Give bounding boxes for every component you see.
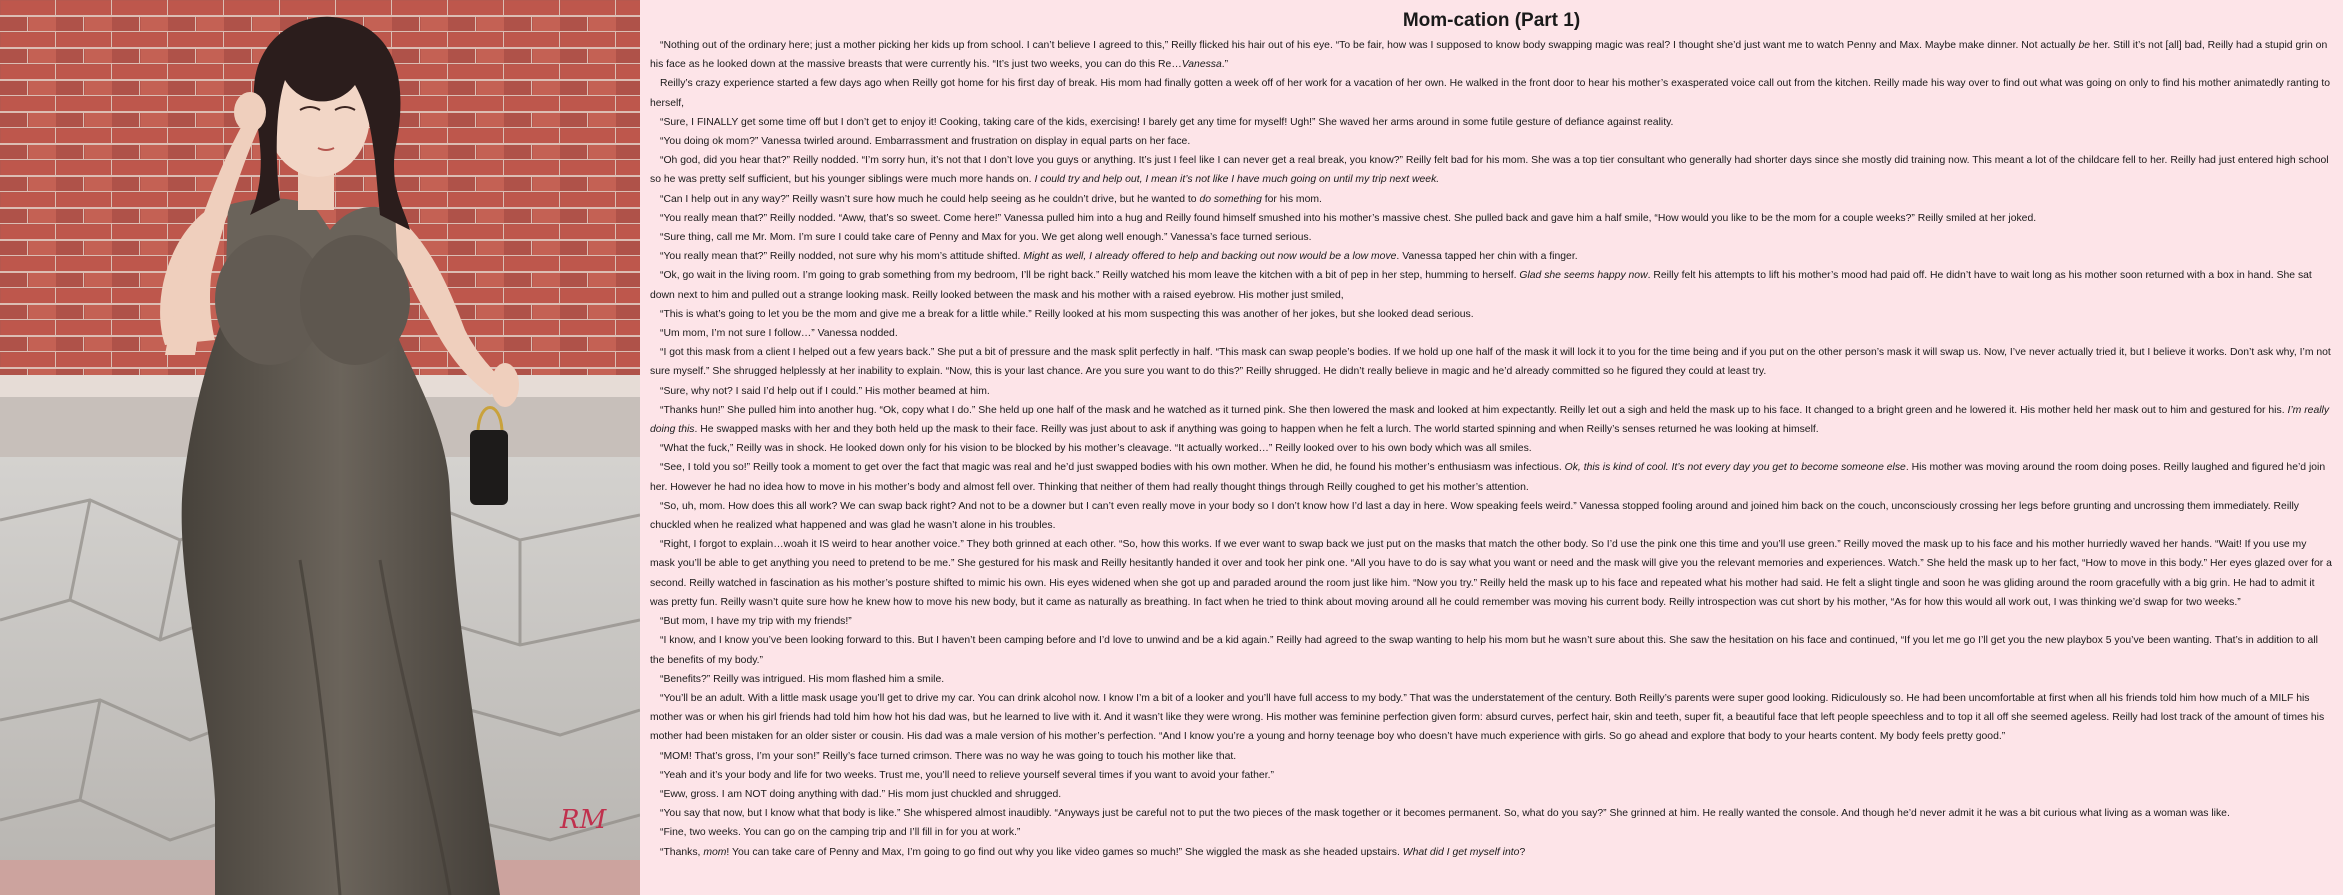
- text-run: . Reilly felt his attempts to lift his mother’s mood had paid off. He didn’t have to wait long as his mother soon returned with a box in hand. She sat down next to him and pulled out a strange looking mask. Reilly looked between the mask and his mother with a raised eyebrow. His mother just smiled,: [650, 270, 2312, 301]
- text-run: . Vanessa tapped her chin with a finger.: [1396, 251, 1578, 263]
- text-run: “Sure, why not? I said I’d help out if I could.” His mother beamed at him.: [660, 385, 990, 397]
- text-run: “MOM! That’s gross, I’m your son!” Reilly’s face turned crimson. There was no way he was going to touch his mother like that.: [660, 750, 1237, 762]
- story-paragraph: [650, 631, 2333, 669]
- story-paragraph: [650, 497, 2333, 535]
- story-paragraph: [650, 113, 2333, 132]
- artist-signature: [559, 805, 608, 835]
- svg-text:RM: RM: [560, 805, 607, 835]
- text-run: “See, I told you so!” Reilly took a moment to get over the fact that magic was real and he’d just swapped bodies with his own mother. When he did, he found his mother’s enthusiasm was infectious.: [660, 462, 1565, 474]
- text-run: “Can I help out in any way?” Reilly wasn’t sure how much he could help seeing as he couldn’t drive, but he wanted to: [660, 193, 1200, 205]
- text-run: . His mother was moving around the room doing poses. Reilly laughed and figured he’d join her. However he had no idea how to move in his mother’s body and almost fell over. Thinking that neither of them had really thought things through Reilly coughed to get his mother’s attention.: [650, 462, 2326, 493]
- text-run: . He swapped masks with her and they both held up the mask to their face. Reilly was just about to ask if anything was going to happen when he felt a lurch. The world started spinning and when Reilly’s senses returned he was looking at himself.: [694, 424, 1819, 436]
- text-run: “You’ll be an adult. With a little mask usage you’ll get to drive my car. You can drink alcohol now. I know I’m a bit of a looker and you’ll have full access to my body.” That was the understatement of the century. Both Reilly’s parents were super good looking. Ridiculously so. He had been uncomfortable at first when all his friends told him how much of a MILF his mother was or when his girl friends had told him how hot his dad was, but he learned to live with it. And it wasn’t like they were wrong. His mother was feminine perfection given form: absurd curves, perfect hair, skin and teeth, super fit, a beautiful face that left people speechless and to top it all off she seemed ageless. Reilly had lost track of the amount of times his mother had been mistaken for an older sister or cousin. His dad was a male version of his mother’s perfection. “And I know you’re a young and horny teenage boy who doesn’t have much experience with girls. So go ahead and explore that body to your hearts content. My body feels pretty good.”: [650, 692, 2325, 743]
- text-run: “You doing ok mom?” Vanessa twirled around. Embarrassment and frustration on display in equal parts on her face.: [660, 136, 1191, 148]
- text-run: “Sure thing, call me Mr. Mom. I’m sure I could take care of Penny and Max for you. We get along well enough.” Vanessa’s face turned serious.: [660, 232, 1312, 244]
- text-run: “Fine, two weeks. You can go on the camping trip and I’ll fill in for you at work.”: [660, 827, 1021, 839]
- text-run: ?: [1519, 846, 1526, 858]
- text-run: .”: [1221, 59, 1229, 71]
- text-run: her. Still it’s not [all] bad, Reilly had a stupid grin on his face as he looked down at the massive breasts that were currently his. “It’s just two weeks, you can do this Re…: [650, 40, 2328, 71]
- text-run: “You really mean that?” Reilly nodded. “Aww, that’s so sweet. Come here!” Vanessa pulled him into a hug and Reilly found himself smushed into his mother’s massive chest. She pulled back and gave him a half smile, “How would you like to be the mom for a couple weeks?” Reilly smiled at her joked.: [660, 212, 2037, 224]
- story-paragraph: [650, 247, 2333, 266]
- story-paragraph: [650, 324, 2333, 343]
- italic-text: Might as well, I already offered to help and backing out now would be a low move: [1023, 251, 1397, 263]
- text-run: “I got this mask from a client I helped out a few years back.” She put a bit of pressure and the mask split perfectly in half. “This mask can swap people’s bodies. If we hold up one half of the mask it will lock it to you for the time being and if you put on the other person’s mask it will swap us. Now, I’ve never actually tried it, but I believe it works. Don’t ask why, I’m not sure myself.” She shrugged helplessly at her inability to explain. “Now, this is your last chance. Are you sure you want to do this?” Reilly shrugged. He didn’t really believe in magic and he’d already committed so he figured they could at least try.: [650, 347, 2331, 378]
- story-paragraph: [650, 535, 2333, 612]
- text-run: “Right, I forgot to explain…woah it IS weird to hear another voice.” They both grinned at each other. “So, how this works. If we ever want to swap back we just put on the masks that match the other body. So I’d use the pink one this time and you’ll use green.” Reilly moved the mask up to his face and his mother hurriedly waved her hands. “Wait! If you use my mask you’ll be able to get anything you need to pretend to be me.” She gestured for his mask and Reilly hesitantly handed it over and took her pink one. “All you have to do is say what you want or need and the mask will give you the relevant memories and experiences. Watch.” She held the mask up to her fact, “How to move in this body.” Her eyes glazed over for a second. Reilly watched in fascination as his mother’s posture shifted to mimic his own. His eyes widened when she got up and paraded around the room just like him. “Now you try.” Reilly held the mask up to his face and repeated what his mother had said. He felt a slight tingle and soon he was gliding around the room gracefully with a big grin. He had to admit it was pretty fun. Reilly wasn’t quite sure how he knew how to move his new body, but it came as naturally as breathing. In fact when he tried to think about moving around all he could remember was moving his current body. Reilly introspection was cut short by his mother, “As for how this would all work out, I was thinking we’d swap for two weeks.”: [650, 539, 2332, 608]
- text-run: “You say that now, but I know what that body is like.” She whispered almost inaudibly. “Anyways just be careful not to put the two pieces of the mask together or it becomes permanent. So, what do you say?” She grinned at him. He really wanted the console. And though he’d never admit it he was a bit curious what living as a woman was like.: [660, 808, 2230, 820]
- italic-text: Ok, this is kind of cool. It’s not every day you get to become someone else: [1564, 462, 1906, 474]
- story-paragraph: [650, 228, 2333, 247]
- story-paragraph: [650, 132, 2333, 151]
- text-run: “This is what’s going to let you be the mom and give me a break for a little while.” Reilly looked at his mom suspecting this was another of her jokes, but she looked dead serious.: [660, 308, 1474, 320]
- story-paragraph: [650, 689, 2333, 747]
- story-paragraph: [650, 843, 2333, 862]
- illustration-svg: [0, 0, 640, 895]
- text-run: “But mom, I have my trip with my friends!”: [660, 616, 852, 628]
- italic-text: I’m really doing this: [650, 404, 2330, 436]
- story-paragraph: [650, 382, 2333, 401]
- text-run: “Yeah and it’s your body and life for two weeks. Trust me, you’ll need to relieve yourself several times if you want to avoid your father.”: [660, 769, 1274, 781]
- text-run: “Oh god, did you hear that?” Reilly nodded. “I’m sorry hun, it’s not that I don’t love you guys or anything. It’s just I feel like I can never get a real break, you know?” Reilly felt bad for his mom. She was a top tier consultant who generally had shorter days since she mostly did training now. This meant a lot of the childcare fell to her. Reilly had just entered high school so he was pretty self sufficient, but his younger siblings were much more hands on.: [650, 155, 2329, 186]
- story-paragraph: [650, 190, 2333, 209]
- italic-text: Vanessa: [1181, 59, 1222, 71]
- story-paragraph: [650, 766, 2333, 785]
- story-paragraph: [650, 670, 2333, 689]
- story-paragraph: [650, 74, 2333, 112]
- text-run: ! You can take care of Penny and Max, I’m going to go find out why you like video games so much!” She wiggled the mask as she headed upstairs.: [726, 846, 1403, 858]
- story-paragraph: [650, 305, 2333, 324]
- text-run: “Eww, gross. I am NOT doing anything with dad.” His mom just chuckled and shrugged.: [660, 788, 1062, 800]
- story-paragraph: [650, 458, 2333, 496]
- italic-text: Glad she seems happy now: [1519, 270, 1648, 282]
- italic-text: do something: [1199, 193, 1262, 205]
- text-run: “I know, and I know you’ve been looking forward to this. But I haven’t been camping before and I’d love to unwind and be a kid again.” Reilly had agreed to the swap wanting to help his mom but he wasn’t sure about this. She saw the hesitation on his face and continued, “If you let me go I’ll get you the new playbox 5 you’ve been wanting. That’s in addition to all the benefits of my body.”: [650, 635, 2318, 666]
- text-run: “What the fuck,” Reilly was in shock. He looked down only for his vision to be blocked by his mother’s cleavage. “It actually worked…” Reilly looked over to his own body which was all smiles.: [660, 443, 1532, 455]
- italic-text: mom: [703, 846, 727, 858]
- story-paragraph: [650, 785, 2333, 804]
- story-body: [650, 36, 2333, 862]
- story-paragraph: [650, 209, 2333, 228]
- italic-text: What did I get myself into: [1402, 846, 1520, 858]
- story-paragraph: [650, 401, 2333, 439]
- story-paragraph: [650, 266, 2333, 304]
- story-paragraph: [650, 151, 2333, 189]
- italic-text: be: [2078, 40, 2091, 51]
- text-run: “So, uh, mom. How does this all work? We can swap back right? And not to be a downer but I can’t even really move in your body so I don’t know how I’d last a day in here. Wow speaking feels weird.” Vanessa stopped fooling around and joined him back on the couch, unconsciously crossing her legs before grunting and uncrossing them immediately. Reilly chuckled when he realized what happened and was glad he wasn’t alone in his troubles.: [650, 500, 2299, 532]
- text-run: “Thanks hun!” She pulled him into another hug. “Ok, copy what I do.” She held up one half of the mask and he watched as it turned pink. She then lowered the mask and looked at him expectantly. Reilly let out a sigh and held the mask up to his face. It changed to a bright green and he lowered it. His mother held her mask out to him and gestured for his.: [660, 404, 2288, 416]
- story-paragraph: [650, 804, 2333, 823]
- text-run: “Ok, go wait in the living room. I’m going to grab something from my bedroom, I’ll be right back.” Reilly watched his mom leave the kitchen with a bit of pep in her step, humming to herself.: [660, 270, 1520, 282]
- text-run: “Nothing out of the ordinary here; just a mother picking her kids up from school. I can’t believe I agreed to this,” Reilly flicked his hair out of his eye. “To be fair, how was I supposed to know body swapping magic was real? I thought she’d just want me to watch Penny and Max. Maybe make dinner. Not actually: [660, 40, 2079, 51]
- text-run: “Thanks,: [660, 846, 704, 858]
- story-paragraph: [650, 823, 2333, 842]
- story-paragraph: [650, 747, 2333, 766]
- italic-text: I could try and help out, I mean it’s not like I have much going on until my trip next week.: [1034, 174, 1440, 186]
- story-paragraph: [650, 36, 2333, 74]
- text-run: “Um mom, I’m not sure I follow…” Vanessa nodded.: [660, 328, 898, 340]
- text-run: “Benefits?” Reilly was intrigued. His mom flashed him a smile.: [660, 673, 945, 685]
- story-panel: [640, 0, 2343, 895]
- story-title: Mom-cation (Part 1): [1402, 10, 1581, 31]
- text-run: “Sure, I FINALLY get some time off but I don’t get to enjoy it! Cooking, taking care of the kids, exercising! I barely get any time for myself! Ugh!” She waved her arms around in some futile gesture of defiance against reality.: [660, 116, 1674, 128]
- story-paragraph: [650, 343, 2333, 381]
- story-paragraph: [650, 439, 2333, 458]
- story-paragraph: [650, 612, 2333, 631]
- text-run: for his mom.: [1261, 193, 1322, 205]
- text-run: “You really mean that?” Reilly nodded, not sure why his mom’s attitude shifted.: [660, 251, 1024, 263]
- text-run: Reilly’s crazy experience started a few days ago when Reilly got home for his first day of break. His mom had finally gotten a week off of her work for a vacation of her own. He walked in the front door to hear his mother’s exasperated voice call out from the kitchen. Reilly made his way over to find out what was going on only to find his mother animatedly ranting to herself,: [650, 78, 2331, 109]
- illustration: [0, 0, 640, 895]
